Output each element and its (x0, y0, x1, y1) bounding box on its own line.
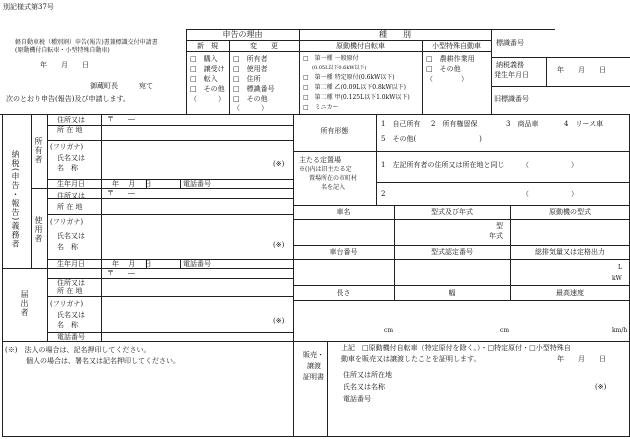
vehicle-row2-bottom (293, 285, 630, 286)
cert-date[interactable]: 年 月 日 (557, 355, 606, 363)
user-phone-label: 電話番号 (183, 260, 211, 268)
owner-bottom (31, 188, 293, 189)
reason-change-owner[interactable]: □ 所有者 (233, 55, 268, 63)
right-label-divider (376, 114, 377, 205)
user-address-label-l1: 住所又は (57, 192, 85, 200)
top-subheader-line (186, 40, 491, 41)
reason-new-other[interactable]: □ その他 (190, 85, 225, 93)
owner-seal-mark: (※) (273, 160, 285, 168)
notifier-seal-mark: (※) (273, 317, 285, 325)
form-title-line1: 軽自動車税（種別割）申告(報告)書兼標識交付申請書 (15, 39, 158, 46)
width-unit: cm (500, 327, 510, 334)
chassis-number-label: 車台番号 (329, 248, 358, 256)
cert-text-line2: 動車を販売又は譲渡したことを証明します。 (341, 355, 481, 363)
form-number: 別記様式第37号 (3, 3, 54, 11)
category-motor-header: 原動機付自転車 (336, 42, 385, 50)
notifier-line2 (47, 296, 293, 297)
label-left-line (47, 114, 48, 341)
notifier-name-label-l1: 氏名又は (57, 311, 85, 319)
ownership-self[interactable]: 1 自己所有 (381, 120, 421, 128)
reason-new-purchase[interactable]: □ 購入 (190, 55, 218, 63)
vehicle-model-label: 型式及び年式 (431, 208, 473, 216)
category-small-header: 小型特殊自動車 (432, 42, 481, 50)
reason-change-plate[interactable]: □ 標識番号 (233, 85, 275, 93)
category-mid-line (422, 40, 423, 114)
cert-phone-label: 電話番号 (343, 395, 371, 403)
plate-divider2 (491, 86, 630, 87)
ownership-bottom (293, 151, 630, 152)
owner-postal[interactable]: 〒 ― (107, 115, 135, 123)
cert-name-label: 氏名又は名称 (343, 383, 385, 391)
tax-date-value[interactable]: 年 月 日 (557, 66, 606, 74)
notifier-furigana-label: (フリガナ) (50, 300, 84, 308)
user-dob-label: 生年月日 (57, 260, 85, 268)
plate-value-line (546, 57, 547, 86)
storage-label-l4: 名を記入 (321, 184, 346, 191)
length-unit: cm (384, 327, 394, 334)
storage-option2[interactable]: 2 （ ） (381, 190, 578, 198)
taxpayer-side-line (31, 114, 32, 268)
user-line2 (47, 214, 293, 215)
reason-new-transfer[interactable]: □ 譲受け (190, 65, 225, 73)
tax-date-label-line1: 納税義務 (496, 61, 524, 69)
user-side-label: 使用者 (34, 216, 43, 243)
vehicle-header1-bottom (293, 219, 630, 220)
vehicle-header2-bottom (293, 259, 630, 260)
notifier-address-label-l2: 所 在 地 (57, 287, 83, 295)
owner-phone-divider (180, 179, 181, 188)
plate-left-border (491, 29, 492, 114)
reason-new-other-paren: （ ） (190, 95, 225, 103)
max-speed-label: 最高速度 (556, 289, 584, 297)
main-bottom-border (2, 436, 630, 437)
ownership-other[interactable]: 5 その他( ) (381, 135, 482, 143)
storage-bottom (293, 205, 630, 206)
storage-label-l2: ※()内は旧主たる定 (299, 166, 352, 173)
plate-divider1 (491, 57, 630, 58)
owner-side-label: 所有者 (34, 137, 43, 164)
storage-mid-line (376, 182, 630, 183)
cert-label-l2: 譲渡 (307, 362, 321, 370)
owner-phone-label: 電話番号 (183, 180, 211, 188)
unit-liter: L (618, 264, 622, 271)
main-top-border (2, 114, 630, 115)
owner-address-label-l1: 住所又は (57, 116, 85, 124)
note-line1: (※) 法人の場合は、記名押印してください。 (5, 346, 151, 354)
user-dob-value[interactable]: 年 月 日 (112, 260, 152, 268)
vehicle-row1-bottom (293, 245, 630, 246)
category-motor-type1-spec: (0.05L以下0.6kW以下) (312, 65, 367, 71)
reason-new-movein[interactable]: □ 転入 (190, 75, 218, 83)
vehicle-header3-bottom (293, 300, 630, 301)
old-plate-label: 旧標識番号 (494, 95, 529, 103)
category-small-other-paren: （ ） (426, 75, 468, 83)
user-address-label-l2: 所 在 地 (57, 203, 83, 211)
reason-change-other[interactable]: □ その他 (233, 95, 268, 103)
cert-label-divider (327, 341, 328, 436)
category-motor-type1[interactable]: □ 第一種 一般原付 (303, 55, 359, 62)
reason-change-header: 変 更 (250, 42, 278, 50)
main-left-border (2, 114, 3, 436)
user-name-label-l1: 氏名又は (57, 232, 85, 240)
owner-line1 (47, 125, 293, 126)
speed-unit: km/h (612, 327, 628, 334)
form-date: 年 月 日 (40, 61, 89, 69)
ownership-label: 所有形態 (320, 127, 349, 135)
owner-line2 (47, 140, 293, 141)
taxpayer-side-label: 納税(申告・報告)義務者 (11, 150, 20, 249)
reason-change-address[interactable]: □ 住所 (233, 75, 261, 83)
category-motor-specific[interactable]: □ 第一種 特定原付(0.6kW以下) (303, 74, 395, 81)
category-small-farming[interactable]: □ 農耕作業用 (426, 55, 475, 63)
vehicle-name-label: 車名 (336, 208, 351, 216)
owner-dob-value[interactable]: 年 月 日 (112, 180, 152, 188)
reason-header: 申告の理由 (222, 30, 263, 39)
ownership-lease[interactable]: 4 リース車 (564, 120, 604, 128)
engine-model-label: 原動機の型式 (549, 208, 591, 216)
note-line2: 個人の場合は、署名又は記名押印してください。 (5, 357, 180, 365)
reason-mid-line (229, 40, 230, 114)
cert-text-line1: 上記 □原動機付自転車（特定原付を除く。）・□特定原付・□小型特殊自 (341, 344, 571, 352)
notifier-name-label-l2: 名 称 (57, 321, 78, 329)
user-postal[interactable]: 〒 ― (107, 189, 135, 197)
category-small-other[interactable]: □ その他 (426, 65, 461, 73)
displacement-label: 総排気量又は定格出力 (535, 248, 605, 256)
reason-new-header: 新 規 (197, 42, 218, 50)
top-header-line (186, 51, 491, 52)
main-lower-border (2, 341, 630, 342)
storage-label-l3: 置場所在の市町村 (309, 175, 358, 182)
reason-change-other-paren: （ ） (233, 104, 268, 112)
unit-kw: kW (612, 275, 622, 282)
cert-seal-mark: (※) (595, 383, 607, 391)
cert-address-label: 住所又は所在地 (343, 371, 392, 379)
label-right-line (101, 114, 102, 341)
vehicle-year-unit: 年式 (489, 232, 503, 240)
intro-text: 次のとおり申告(報告)及び申請します。 (6, 95, 130, 103)
storage-label-l1: 主たる定置場 (299, 156, 341, 164)
owner-dob-label: 生年月日 (57, 180, 85, 188)
owner-name-label-l1: 氏名又は (57, 154, 85, 162)
category-motor-type2-otsu[interactable]: □ 第二種 乙(0.09L以下0.8kW以下) (303, 84, 406, 91)
cert-label-l3: 証明書 (303, 373, 324, 381)
user-seal-mark: (※) (273, 241, 285, 249)
owner-furigana-label: (フリガナ) (50, 143, 84, 151)
form-title-line2: (原動機付自転車・小型特殊自動車) (15, 47, 110, 54)
cert-label-l1: 販売・ (303, 351, 324, 359)
addressee: 御蔵町長 宛て (90, 82, 153, 90)
tax-date-label-line2: 発生年月日 (494, 71, 529, 79)
notifier-phone-label: 電話番号 (57, 333, 85, 341)
owner-name-label-l2: 名 称 (57, 164, 78, 172)
ownership-merchandise[interactable]: 3 商品車 (506, 120, 539, 128)
reason-left-border (186, 29, 187, 114)
plate-number-label: 標識番号 (496, 39, 524, 47)
notifier-side-label: 届出者 (20, 290, 29, 317)
category-header: 種 別 (379, 30, 411, 39)
width-label: 幅 (448, 289, 456, 297)
user-furigana-label: (フリガナ) (50, 218, 84, 226)
notifier-address-label-l1: 住所又は (57, 279, 85, 287)
vehicle-type-unit: 型 (496, 222, 503, 230)
ownership-retained[interactable]: 2 所有権留保 (431, 120, 478, 128)
category-motor-type2-kou[interactable]: □ 第二種 甲(0.125L以下1.0kW以下) (303, 94, 410, 101)
owner-address-label-l2: 所 在 地 (57, 126, 83, 134)
notifier-postal[interactable]: 〒 ― (107, 269, 135, 277)
category-motor-minicar[interactable]: □ ミニカー (303, 104, 339, 111)
center-divider (293, 114, 294, 436)
storage-option1[interactable]: 1 左記所有者の住所又は所在地と同じ （ ） (381, 161, 578, 169)
user-name-label-l2: 名 称 (57, 243, 78, 251)
certification-number-label: 型式認定番号 (431, 248, 473, 256)
user-phone-divider (180, 259, 181, 268)
taxpayer-bottom (2, 268, 293, 269)
length-label: 長さ (336, 289, 351, 297)
reason-change-user[interactable]: □ 使用者 (233, 65, 268, 73)
category-left-border (299, 29, 300, 114)
